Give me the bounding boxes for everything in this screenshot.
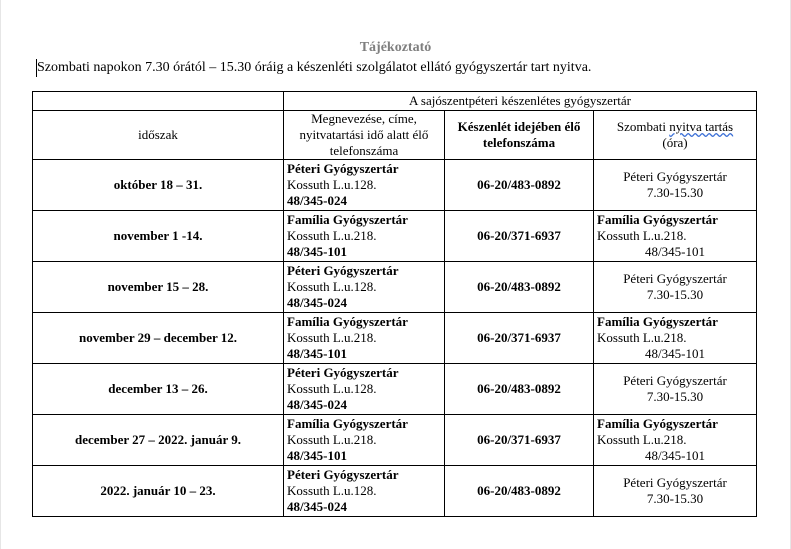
- standby-phone: 06-20/483-0892: [445, 466, 594, 517]
- standby-phone: 06-20/483-0892: [445, 262, 594, 313]
- pharmacy-address: Kossuth L.u.128.: [287, 483, 377, 498]
- pharmacy-name: Péteri Gyógyszertár: [287, 467, 399, 482]
- pharmacy-address: Kossuth L.u.218.: [287, 432, 377, 447]
- saturday-pharmacy: Família Gyógyszertár: [597, 416, 718, 431]
- saturday-address: Kossuth L.u.218.: [597, 228, 687, 243]
- header-name: Megnevezése, címe, nyitvatartási idő alatt élő telefonszáma: [284, 111, 445, 160]
- table-row: [33, 160, 757, 211]
- pharmacy-name: Família Gyógyszertár: [287, 212, 408, 227]
- saturday-cell: [594, 313, 757, 364]
- pharmacy-cell: [284, 160, 445, 211]
- period-cell: november 1 -14.: [33, 211, 284, 262]
- header-saturday-prefix: Szombati: [616, 119, 670, 134]
- pharmacy-cell: [284, 262, 445, 313]
- pharmacy-name: Família Gyógyszertár: [287, 314, 408, 329]
- pharmacy-phone: 48/345-024: [287, 193, 347, 208]
- pharmacy-name: Família Gyógyszertár: [287, 416, 408, 431]
- table-row: [33, 415, 757, 466]
- header-saturday: [594, 111, 757, 160]
- saturday-cell: [594, 262, 757, 313]
- group-header: A sajószentpéteri készenlétes gyógyszertár: [284, 92, 757, 111]
- group-header-spacer: [33, 92, 284, 111]
- saturday-pharmacy: Péteri Gyógyszertár: [623, 169, 727, 184]
- standby-phone: 06-20/371-6937: [445, 415, 594, 466]
- document-title: Tájékoztató: [359, 40, 432, 55]
- period-cell: november 15 – 28.: [33, 262, 284, 313]
- saturday-phone: 48/345-101: [645, 346, 705, 361]
- saturday-pharmacy: Família Gyógyszertár: [597, 314, 718, 329]
- pharmacy-address: Kossuth L.u.218.: [287, 228, 377, 243]
- table-row: [33, 211, 757, 262]
- period-cell: 2022. január 10 – 23.: [33, 466, 284, 517]
- period-cell: november 29 – december 12.: [33, 313, 284, 364]
- saturday-hours: 7.30-15.30: [646, 287, 704, 302]
- saturday-address: Kossuth L.u.218.: [597, 330, 687, 345]
- pharmacy-phone: 48/345-024: [287, 397, 347, 412]
- table-row: [33, 466, 757, 517]
- period-cell: október 18 – 31.: [33, 160, 284, 211]
- standby-phone: 06-20/483-0892: [445, 160, 594, 211]
- header-standby-phone: Készenlét idejében élő telefonszáma: [445, 111, 594, 160]
- saturday-cell: [594, 211, 757, 262]
- saturday-cell: [594, 466, 757, 517]
- standby-phone: 06-20/371-6937: [445, 211, 594, 262]
- pharmacy-address: Kossuth L.u.128.: [287, 381, 377, 396]
- pharmacy-phone: 48/345-101: [287, 346, 347, 361]
- header-period: időszak: [33, 111, 284, 160]
- table-row: [33, 262, 757, 313]
- saturday-phone: 48/345-101: [645, 448, 705, 463]
- schedule-rows: [33, 160, 757, 517]
- standby-phone: 06-20/371-6937: [445, 313, 594, 364]
- saturday-address: Kossuth L.u.218.: [597, 432, 687, 447]
- header-saturday-suffix: (óra): [662, 135, 688, 150]
- saturday-pharmacy: Péteri Gyógyszertár: [623, 271, 727, 286]
- pharmacy-cell: [284, 211, 445, 262]
- table-row: [33, 313, 757, 364]
- pharmacy-name: Péteri Gyógyszertár: [287, 161, 399, 176]
- period-cell: december 27 – 2022. január 9.: [33, 415, 284, 466]
- table-group-header-row: [33, 92, 757, 111]
- column-header-row: [33, 111, 757, 160]
- period-cell: december 13 – 26.: [33, 364, 284, 415]
- pharmacy-cell: [284, 415, 445, 466]
- saturday-hours: 7.30-15.30: [646, 491, 704, 506]
- intro-paragraph[interactable]: Szombati napokon 7.30 órától – 15.30 óráig a készenléti szolgálatot ellátó gyógyszertár tart nyitva.: [37, 60, 592, 75]
- saturday-cell: [594, 364, 757, 415]
- saturday-pharmacy: Família Gyógyszertár: [597, 212, 718, 227]
- pharmacy-name: Péteri Gyógyszertár: [287, 365, 399, 380]
- table-row: [33, 364, 757, 415]
- pharmacy-cell: [284, 313, 445, 364]
- pharmacy-schedule-table: [32, 91, 757, 517]
- pharmacy-phone: 48/345-101: [287, 448, 347, 463]
- pharmacy-phone: 48/345-024: [287, 295, 347, 310]
- saturday-hours: 7.30-15.30: [646, 185, 704, 200]
- header-saturday-underlined: nyitva tartás: [669, 119, 734, 134]
- saturday-hours: 7.30-15.30: [646, 389, 704, 404]
- standby-phone: 06-20/483-0892: [445, 364, 594, 415]
- pharmacy-name: Péteri Gyógyszertár: [287, 263, 399, 278]
- saturday-phone: 48/345-101: [645, 244, 705, 259]
- pharmacy-phone: 48/345-101: [287, 244, 347, 259]
- saturday-cell: [594, 160, 757, 211]
- pharmacy-phone: 48/345-024: [287, 499, 347, 514]
- pharmacy-address: Kossuth L.u.218.: [287, 330, 377, 345]
- saturday-pharmacy: Péteri Gyógyszertár: [623, 475, 727, 490]
- pharmacy-cell: [284, 466, 445, 517]
- pharmacy-address: Kossuth L.u.128.: [287, 279, 377, 294]
- saturday-cell: [594, 415, 757, 466]
- pharmacy-address: Kossuth L.u.128.: [287, 177, 377, 192]
- pharmacy-cell: [284, 364, 445, 415]
- page-edge-left: [0, 0, 1, 549]
- saturday-pharmacy: Péteri Gyógyszertár: [623, 373, 727, 388]
